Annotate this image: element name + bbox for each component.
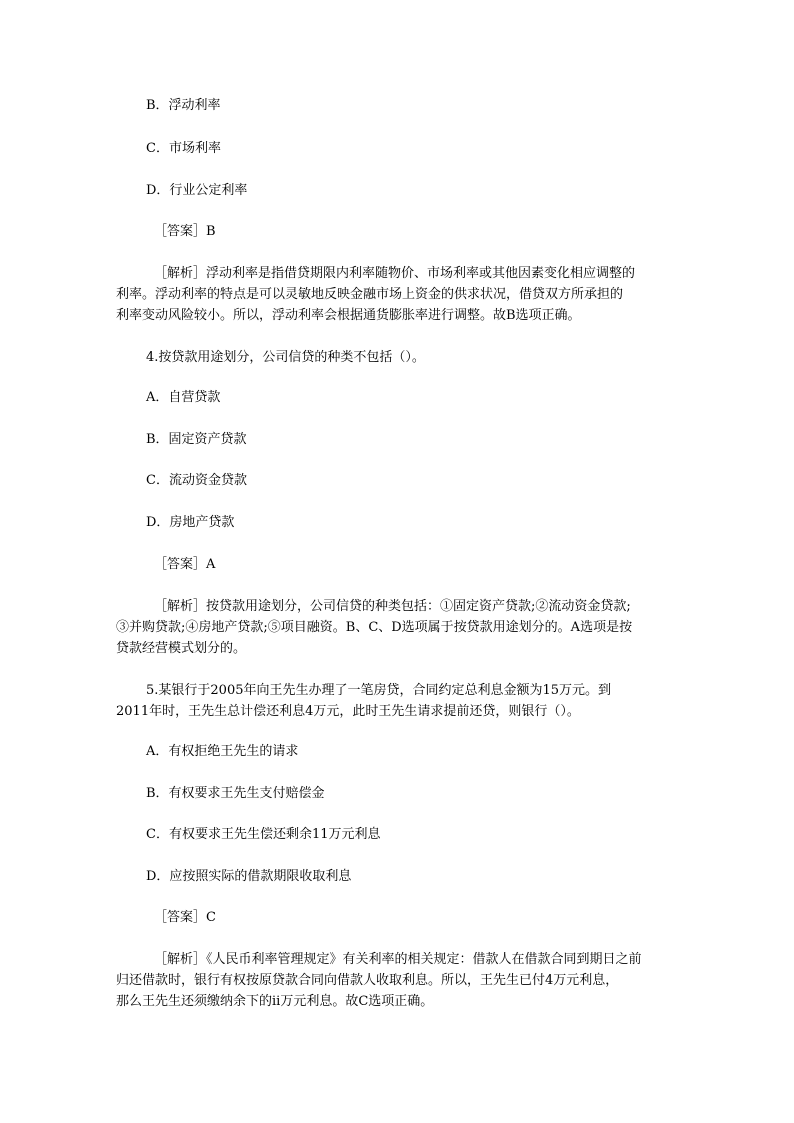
q3-answer: ［答案］B bbox=[154, 224, 216, 239]
q3-option-d: D．行业公定利率 bbox=[146, 183, 248, 198]
q4-question-line-1: 4.按贷款用途划分，公司信贷的种类不包括（）。 bbox=[146, 350, 425, 365]
q5-answer: ［答案］C bbox=[154, 910, 216, 925]
q4-option-c: C．流动资金贷款 bbox=[146, 473, 247, 488]
q4-option-a: A．自营贷款 bbox=[146, 390, 221, 405]
q3-analysis-line-2: 利率。浮动利率的特点是可以灵敏地反映金融市场上资金的供求状况，借贷双方所承担的 bbox=[116, 287, 624, 302]
q3-option-c: C．市场利率 bbox=[146, 141, 221, 156]
q5-analysis-line-1: ［解析］《人民币利率管理规定》有关利率的相关规定：借款人在借款合同到期日之前 bbox=[154, 952, 642, 967]
q4-analysis-line-1: ［解析］按贷款用途划分，公司信贷的种类包括：①固定资产贷款;②流动资金贷款; bbox=[154, 599, 631, 614]
q4-answer: ［答案］A bbox=[154, 557, 216, 572]
q5-option-b: B．有权要求王先生支付赔偿金 bbox=[146, 786, 325, 801]
q4-analysis bbox=[116, 596, 676, 659]
q5-analysis bbox=[116, 949, 676, 1012]
q4-option-d: D．房地产贷款 bbox=[146, 515, 235, 530]
q5-option-a: A．有权拒绝王先生的请求 bbox=[146, 744, 299, 759]
q5-question-line-1: 5.某银行于2005年向王先生办理了一笔房贷，合同约定总利息金额为15万元。到 bbox=[146, 683, 612, 698]
q5-option-d: D．应按照实际的借款期限收取利息 bbox=[146, 869, 352, 884]
q4-analysis-line-2: ③并购贷款;④房地产贷款;⑤项目融资。B、C、D选项属于按贷款用途划分的。A选项是按 bbox=[116, 620, 633, 635]
q3-option-b: B．浮动利率 bbox=[146, 98, 221, 113]
q5-question-line-2: 2011年时，王先生总计偿还利息4万元，此时王先生请求提前还贷，则银行（）。 bbox=[116, 704, 580, 719]
q5-analysis-line-2: 归还借款时，银行有权按原贷款合同向借款人收取利息。所以，王先生已付4万元利息， bbox=[116, 973, 619, 988]
q3-analysis-line-3: 利率变动风险较小。所以，浮动利率会根据通货膨胀率进行调整。故B选项正确。 bbox=[116, 308, 581, 323]
q4-question bbox=[116, 347, 676, 368]
q5-option-c: C．有权要求王先生偿还剩余11万元利息 bbox=[146, 827, 381, 842]
q4-option-b: B．固定资产贷款 bbox=[146, 432, 247, 447]
q4-analysis-line-3: 贷款经营模式划分的。 bbox=[116, 641, 247, 656]
q3-analysis bbox=[116, 263, 676, 326]
q5-analysis-line-3: 那么王先生还须缴纳余下的ii万元利息。故C选项正确。 bbox=[116, 994, 434, 1009]
q3-analysis-line-1: ［解析］浮动利率是指借贷期限内利率随物价、市场利率或其他因素变化相应调整的 bbox=[154, 266, 636, 281]
q5-question bbox=[116, 680, 676, 722]
